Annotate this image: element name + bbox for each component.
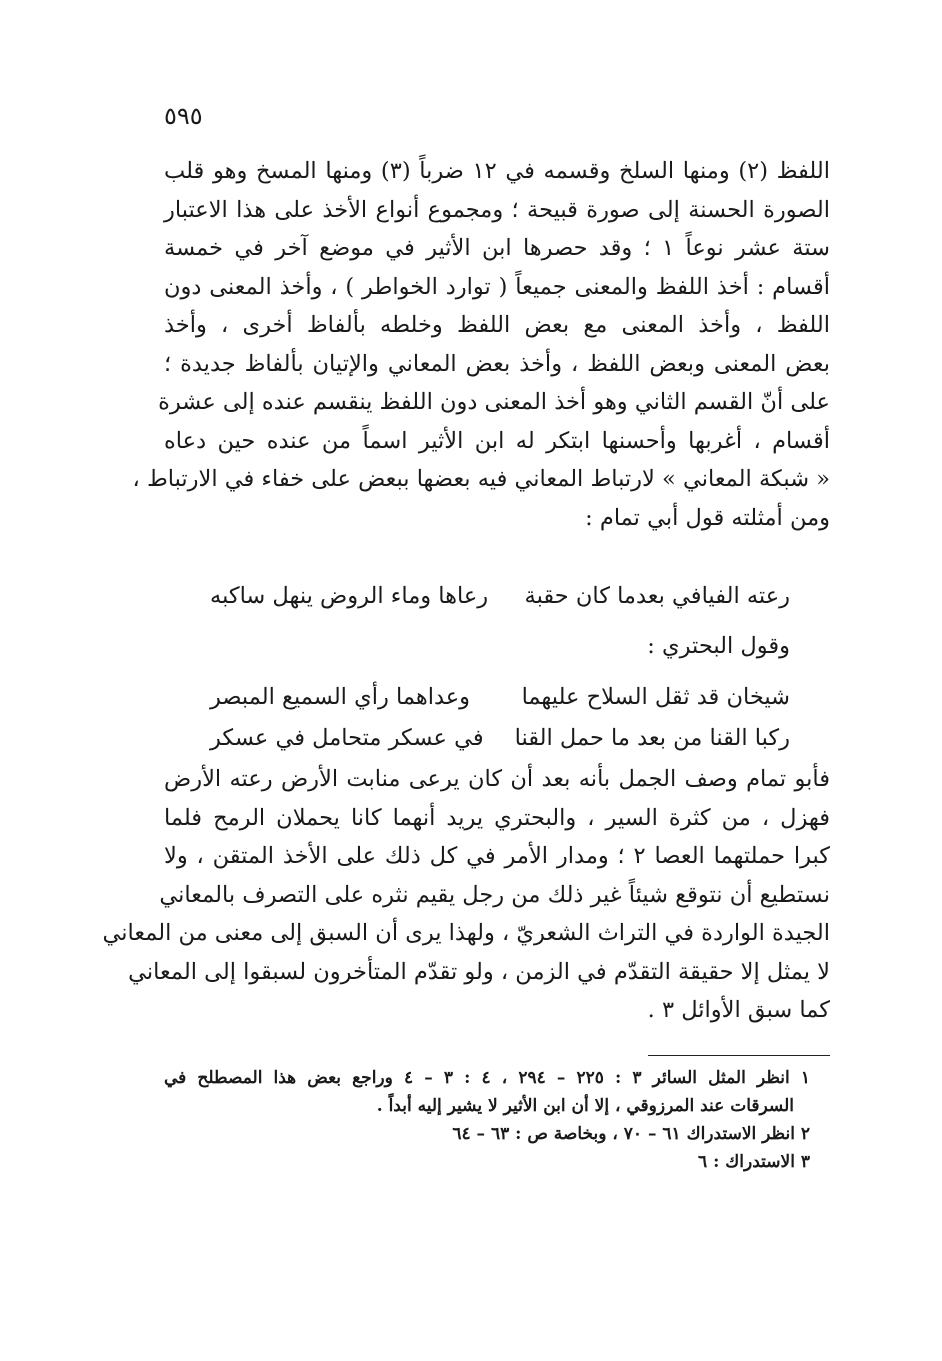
verse-second-hemistich: وعداهما رأي السميع المبصر (210, 684, 471, 710)
text-line: ومن أمثلته قول أبي تمام : (585, 504, 830, 531)
footnotes (164, 1064, 830, 1176)
text-line: بعض المعنى وبعض اللفظ ، وأخذ بعض المعاني والإتيان بألفاظ جديدة ؛ (164, 350, 830, 377)
paragraph-1 (132, 152, 830, 537)
text-line: أقسام : أخذ اللفظ والمعنى جميعاً ( توارد الخواطر ) ، وأخذ المعنى دون (164, 273, 830, 300)
verse-abu-tammam (210, 576, 790, 616)
footnote-2: ٢ انظر الاستدراك ٦١ – ٧٠ ، وبخاصة ص : ٦٣ – ٦٤ (452, 1124, 810, 1144)
page-number: ٥٩٥ (164, 102, 203, 130)
text-line: نستطيع أن نتوقع شيئاً غير ذلك من رجل يقيم نثره على التصرف بالمعاني (159, 881, 830, 908)
text-line: « شبكة المعاني » لارتباط المعاني فيه بعضها ببعض على خفاء في الارتباط ، (132, 466, 830, 492)
verse-first-hemistich: شيخان قد ثقل السلاح عليهما (521, 684, 790, 710)
text-line: ستة عشر نوعاً ١ ؛ وقد حصرها ابن الأثير في موضع آخر في خمسة (164, 235, 830, 261)
footnote-1-continuation: السرقات عند المرزوقي ، إلا أن ابن الأثير لا يشير إليه أبداً . (376, 1096, 794, 1116)
footnote-1: ١ انظر المثل السائر ٣ : ٢٢٥ – ٢٩٤ ، ٤ : ٣ – ٤ وراجع بعض هذا المصطلح في (164, 1068, 810, 1088)
text-line: كما سبق الأوائل ٣ . (647, 997, 830, 1023)
text-line: الصورة الحسنة إلى صورة قبيحة ؛ ومجموع أنواع الأخذ على هذا الاعتبار (164, 196, 830, 223)
verse-intro: وقول البحتري : (647, 633, 790, 659)
verse-first-hemistich: رعته الفيافي بعدما كان حقبة (524, 583, 790, 609)
verse-buhturi-2 (210, 718, 790, 758)
text-line: كبرا حملتهما العصا ٢ ؛ ومدار الأمر في كل ذلك على الأخذ المتقن ، ولا (164, 843, 831, 869)
text-line: فهزل ، من كثرة السير ، والبحتري يريد أنهما كانا يحملان الرمح فلما (164, 804, 830, 831)
text-line: فأبو تمام وصف الجمل بأنه بعد أن كان يرعى منابت الأرض رعته الأرض (164, 766, 830, 792)
text-line: الجيدة الواردة في التراث الشعريّ ، ولهذا يرى أن السبق إلى معنى من المعاني (102, 920, 830, 946)
text-line: اللفظ (٢) ومنها السلخ وقسمه في ١٢ ضرباً (٣) ومنها المسخ وهو قلب (164, 158, 830, 184)
paragraph-2 (102, 760, 831, 1030)
footnote-3: ٣ الاستدراك : ٦ (698, 1152, 810, 1172)
verse-second-hemistich: رعاها وماء الروض ينهل ساكبه (210, 583, 489, 609)
text-line: لا يمثل إلا حقيقة التقدّم في الزمن ، ولو تقدّم المتأخرون لسبقوا إلى المعاني (128, 958, 830, 985)
verse-first-hemistich: ركبا القنا من بعد ما حمل القنا (514, 725, 790, 751)
verse-buhturi-1 (210, 677, 790, 717)
text-line: على أنّ القسم الثاني وهو أخذ المعنى دون اللفظ ينقسم عنده إلى عشرة (158, 389, 830, 415)
verse-second-hemistich: في عسكر متحامل في عسكر (210, 725, 484, 751)
text-line: اللفظ ، وأخذ المعنى مع بعض اللفظ وخلطه بألفاظ أخرى ، وأخذ (164, 312, 830, 338)
text-line: أقسام ، أغربها وأحسنها ابتكر له ابن الأثير اسماً من عنده حين دعاه (164, 427, 830, 454)
footnote-divider (648, 1055, 830, 1056)
